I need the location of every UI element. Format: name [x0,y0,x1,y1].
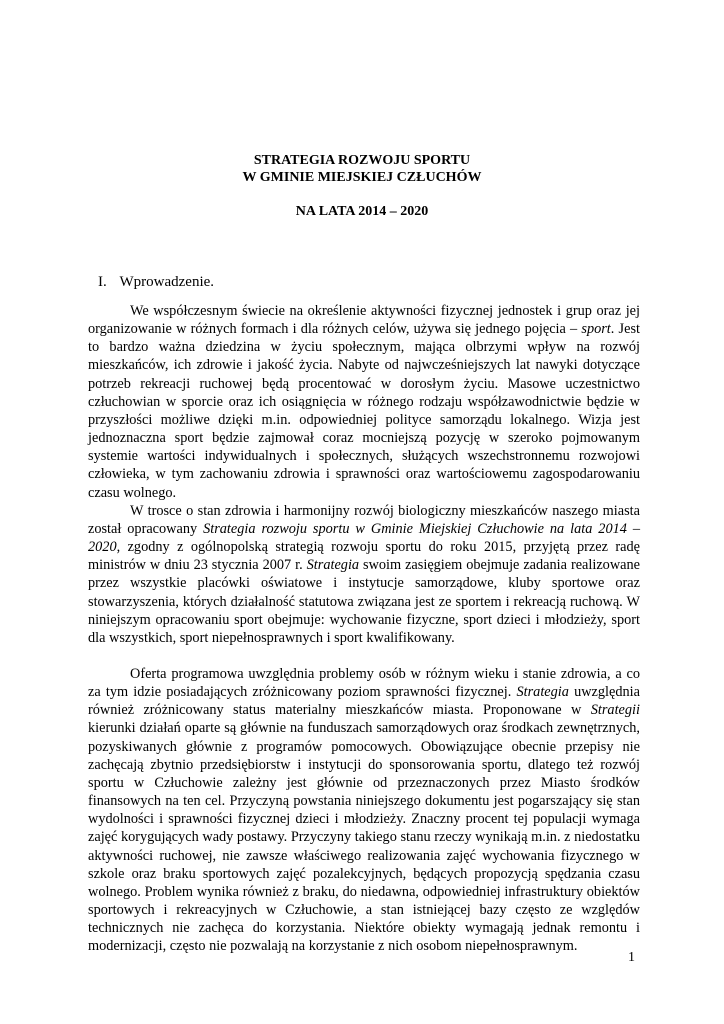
paragraph-3-italic-strategii: Strategii [590,702,640,719]
paragraph-1 [88,302,640,502]
page-number: 1 [628,950,635,965]
title-line-1: STRATEGIA ROZWOJU SPORTU [253,153,471,168]
paragraph-2-text-e: swoim zasięgiem obejmuje zadania realizowane przez wszystkie placówki oświatowe i instytucje samorządowe, kluby sportowe oraz stowarzyszenia, których działalność statutowa związana jest ze sportem i rekreacją ruchową. W niniejszym opracowaniu sport obejmuje: wychowanie fizyczne, sport dzieci i młodzieży, sport dla wszystkich, sport niepełnosprawnych i sport kwalifikowany. [88,557,640,646]
paragraph-3-italic-strategia: Strategia [516,684,569,701]
paragraph-2-italic-title: Strategia rozwoju sportu w Gminie Miejskiej Człuchowie na lata 2014 – 2020 [88,520,640,556]
paragraph-2 [88,502,640,647]
title-years: NA LATA 2014 – 2020 [295,204,429,219]
paragraph-2-italic-strategia: Strategia [306,557,360,574]
paragraph-3 [88,665,640,956]
document-title [0,152,724,220]
title-line-2: W GMINIE MIEJSKIEJ CZŁUCHÓW [242,170,482,185]
paragraph-2-text-c: , zgodny z ogólnopolską strategią rozwoju sportu do roku 2015, przyjętą przez radę ministrów w dniu 23 stycznia 2007 r. [88,539,640,574]
section-heading-text: Wprowadzenie. [119,274,215,290]
paragraph-3-text-a: Oferta programowa uwzględnia problemy osób w różnym wieku i stanie zdrowia, a co za tym idzie posiadających zróżnicowany poziom sprawności fizycznej. [88,665,640,701]
body-text [88,302,640,955]
section-heading [98,273,214,291]
paragraph-1-text-c: . Jest to bardzo ważna dziedzina w życiu społecznym, mająca olbrzymi wpływ na rozwój mieszkańców, ich zdrowie i jakość życia. Nabyte od najwcześniejszych lat nawyki dotyczące potrzeb rekreacji ruchowej będą procentować w dorosłym życiu. Masowe uczestnictwo człuchowian w sporcie oraz ich osiągnięcia w różnego rodzaju współzawodnictwie będzie w przyszłości możliwe dzięki m.in. odpowiedniej polityce samorządu lokalnego. Wizja jest jednoznaczna sport będzie zajmował coraz mocniejszą pozycję w szeroko pojmowanym systemie wartości indywidualnych i społecznych, służących wszechstronnemu rozwojowi człowieka, w tym zachowaniu zdrowia i sprawności oraz wartościowemu zagospodarowaniu czasu wolnego. [88,321,640,501]
paragraph-1-italic-sport: sport [581,321,611,338]
section-number: I. [98,274,107,290]
paragraph-3-text-e: kierunki działań oparte są głównie na funduszach samorządowych oraz środkach zewnętrznych, pozyskiwanych głównie z programów pomocowych. Obowiązujące obecnie przepisy nie zachęcają zbytnio przedsiębiorstw i instytucji do sponsorowania sportu, dlatego też rozwój sportu w Człuchowie zależny jest głównie od przeznaczonych przez Miasto środków finansowych na ten cel. Przyczyną powstania niniejszego dokumentu jest pogarszający się stan wydolności i sprawności fizycznej dzieci i młodzieży. Znaczny procent tej populacji wymaga zajęć korygujących wady postawy. Przyczyny takiego stanu rzeczy wynikają m.in. z niedostatku aktywności ruchowej, nie zawsze właściwego realizowania zajęć wychowania fizycznego w szkole oraz braku sportowych zajęć pozalekcyjnych, będących propozycją spędzania czasu wolnego. Problem wynika również z braku, do niedawna, odpowiedniej infrastruktury obiektów sportowych i rekreacyjnych w Człuchowie, a stan istniejącej bazy często ze względów technicznych nie zachęca do korzystania. Niektóre obiekty wymagają jednak remontu i modernizacji, często nie pozwalają na korzystanie z nich osobom niepełnosprawnym. [88,720,640,955]
paragraph-1-text-a: We współczesnym świecie na określenie aktywności fizycznej jednostek i grup oraz jej organizowanie w różnych formach i dla różnych celów, używa się jednego pojęcia – [88,303,640,338]
paragraph-3-text-c: uwzględnia również zróżnicowany status materialny mieszkańców miasta. Proponowane w [88,684,640,719]
paragraph-2-text-a: W trosce o stan zdrowia i harmonijny rozwój biologiczny mieszkańców naszego miasta został opracowany [88,502,640,537]
